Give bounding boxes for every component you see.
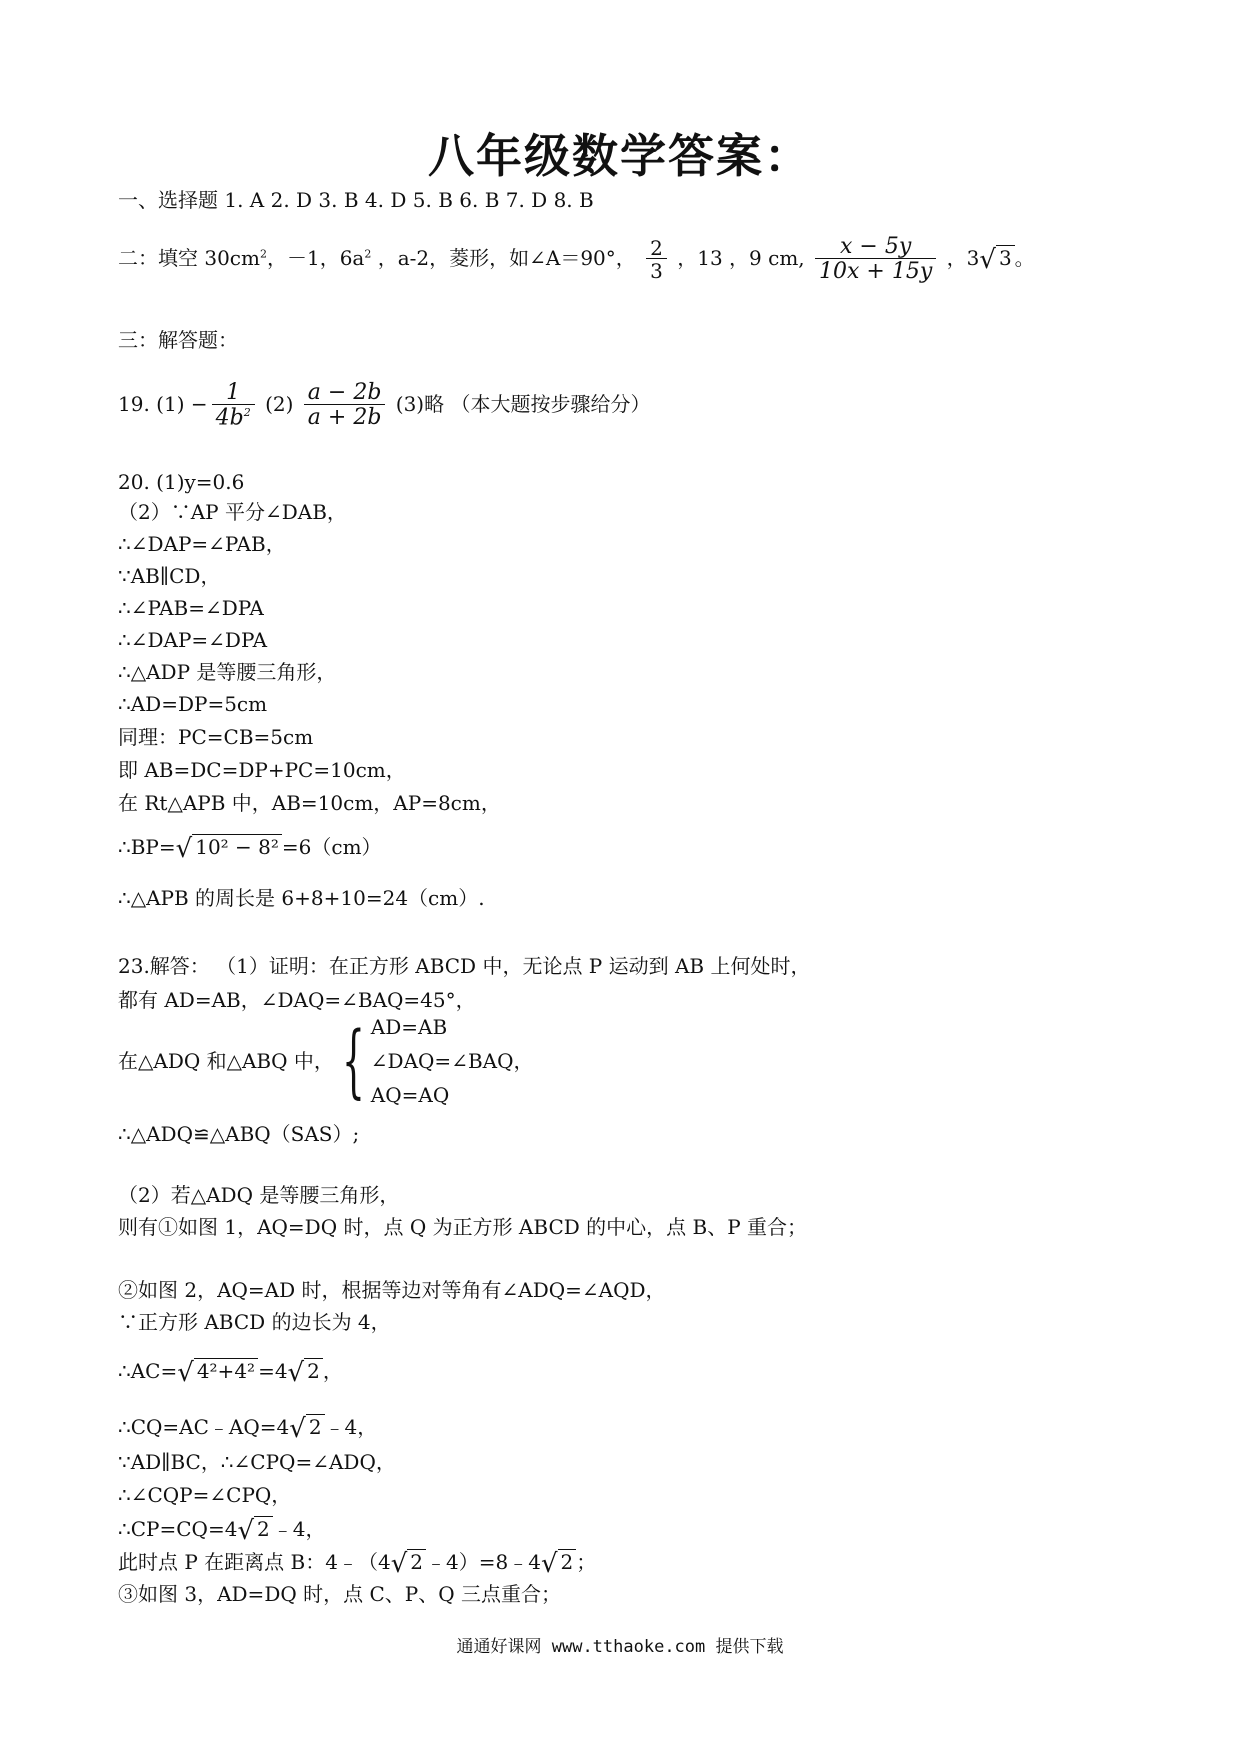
- q20-line-12: ∴BP=√ 10² − 8² =6（cm）: [118, 834, 382, 864]
- q20-line-5: ∴∠PAB=∠DPA: [118, 596, 264, 620]
- q20-line-1: 20. (1)y=0.6: [118, 470, 245, 494]
- q19-fraction-1: $\frac{1}{4b^2}$: [212, 382, 255, 429]
- page-footer: 通通好课网 www.tthaoke.com 提供下载: [456, 1637, 784, 1657]
- q19-fraction-2: $\frac{a - 2b}{a + 2b}$: [304, 382, 386, 429]
- q23-line-10: ∴CQ=AC﹣AQ=4√ 2 ﹣4，: [118, 1414, 378, 1444]
- q20-line-6: ∴∠DAP=∠DPA: [118, 628, 268, 652]
- q23-line-6: 则有①如图 1，AQ=DQ 时，点 Q 为正方形 ABCD 的中心，点 B、P 重合；: [118, 1215, 808, 1239]
- fraction-two-thirds: $\frac{2}{3}$: [646, 238, 667, 281]
- q20-line-9: 同理：PC=CB=5cm: [118, 725, 314, 749]
- q23-line-13: ∴CP=CQ=4√ 2 ﹣4，: [118, 1516, 326, 1546]
- q23-line-4: ∴△ADQ≌△ABQ（SAS）;: [118, 1122, 360, 1146]
- q20-line-4: ∵AB∥CD，: [118, 564, 221, 588]
- q23-line-1: 23.解答： （1）证明：在正方形 ABCD 中，无论点 P 运动到 AB 上何处时，: [118, 954, 811, 978]
- section-solutions-heading: 三：解答题：: [118, 328, 238, 352]
- fraction-expression: $\frac{x - 5y}{10x + 15y}$: [815, 236, 936, 283]
- q23-line-3: 在△ADQ 和△ABQ 中，{ AD=AB ∠DAQ=∠BAQ， AQ=AQ: [118, 1014, 534, 1107]
- q23-line-8: ∵正方形 ABCD 的边长为 4，: [118, 1310, 391, 1334]
- q20-line-3: ∴∠DAP=∠PAB，: [118, 532, 286, 556]
- q20-line-7: ∴△ADP 是等腰三角形，: [118, 660, 337, 684]
- page-title: 八年级数学答案：: [428, 129, 812, 183]
- q20-line-10: 即 AB=DC=DP+PC=10cm，: [118, 758, 406, 782]
- q23-line-12: ∴∠CQP=∠CPQ，: [118, 1483, 292, 1507]
- q20-line-11: 在 Rt△APB 中，AB=10cm，AP=8cm，: [118, 791, 501, 815]
- q23-line-2: 都有 AD=AB，∠DAQ=∠BAQ=45°，: [118, 988, 476, 1012]
- section-fill-in-answers: 二：填空 $30cm^2$，－1，$6a^2$ ，a-2，菱形，如∠A＝90°， $\frac{2}{3}$ ，13 ，9 cm, $\frac{x - 5y}{10x + 15y}$ ，3√ 3 。: [118, 234, 1035, 284]
- q23-line-11: ∵AD∥BC，∴∠CPQ=∠ADQ，: [118, 1450, 396, 1474]
- q20-line-8: ∴AD=DP=5cm: [118, 692, 268, 716]
- question-19: 19. (1) − $\frac{1}{4b^2}$ (2) $\frac{a - 2b}{a + 2b}$ (3)略 （本大题按步骤给分）: [118, 380, 651, 431]
- q20-line-2: （2）∵AP 平分∠DAB，: [118, 500, 347, 524]
- q23-line-7: ②如图 2，AQ=AD 时，根据等边对等角有∠ADQ=∠AQD，: [118, 1278, 666, 1302]
- sqrt-3: √ 3: [979, 247, 1014, 273]
- q23-line-5: （2）若△ADQ 是等腰三角形，: [118, 1183, 400, 1207]
- q23-line-15: ③如图 3，AD=DQ 时，点 C、P、Q 三点重合；: [118, 1582, 561, 1606]
- q20-line-13: ∴△APB 的周长是 6+8+10=24（cm）.: [118, 886, 485, 910]
- section-choice-answers: 一、选择题 1. A 2. D 3. B 4. D 5. B 6. B 7. D 8. B: [118, 188, 594, 212]
- q23-line-9: ∴AC=√ 4²+4² =4√ 2 ，: [118, 1358, 343, 1388]
- q23-line-14: 此时点 P 在距离点 B：4﹣（4√ 2 ﹣4）=8﹣4√ 2 ；: [118, 1549, 597, 1579]
